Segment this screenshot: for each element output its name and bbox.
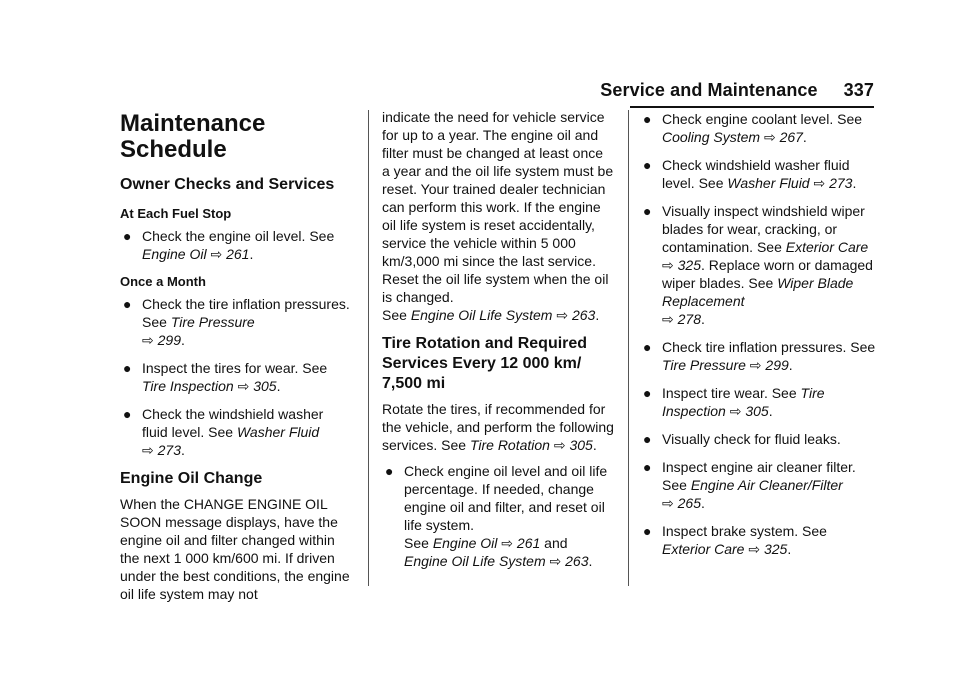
page-ref-icon: ⇨ — [662, 257, 674, 273]
list-item: ● Check the engine oil level. See Engine Oil ⇨ 261. — [123, 228, 335, 262]
list-item: ● Inspect tire wear. See Tire Inspection ⇨ 305. — [643, 385, 825, 419]
page-reference[interactable]: Engine Oil ⇨ 261 — [142, 246, 250, 262]
page-number: 337 — [843, 80, 874, 100]
page-reference[interactable]: Washer Fluid ⇨ 273 — [142, 424, 320, 458]
page-reference[interactable]: Engine Oil ⇨ 261 — [432, 535, 541, 551]
page-reference[interactable]: Engine Air Cleaner/Filter ⇨ 265 — [662, 477, 843, 511]
column-3 — [640, 108, 876, 568]
list-item: ● Visually inspect windshield wiper blades for wear, cracking, or contamination. See Exterior Care ⇨ 325. Replace worn or damaged wiper blades. See Wiper Blade Replacement ⇨ 278. — [643, 203, 873, 327]
page-ref-icon: ⇨ — [549, 553, 562, 569]
page-reference[interactable]: Tire Rotation ⇨ 305 — [469, 437, 593, 453]
bullet-icon: ● — [643, 203, 652, 219]
bullet-icon: ● — [643, 339, 652, 355]
column-2 — [382, 108, 614, 580]
page-reference[interactable]: Engine Oil Life System ⇨ 263 — [404, 553, 589, 569]
page-reference[interactable]: Tire Inspection ⇨ 305 — [142, 378, 277, 394]
bullet-icon: ● — [123, 360, 132, 376]
oil-change-paragraph: When the CHANGE ENGINE OIL SOON message displays, have the engine oil and filter changed within the next 1 000 km/600 mi. If driven under the best conditions, the engine oil life system may not — [120, 496, 350, 602]
page-ref-icon: ⇨ — [210, 246, 223, 262]
page-ref-icon: ⇨ — [749, 357, 762, 373]
page-reference[interactable]: Tire Inspection ⇨ 305 — [662, 385, 825, 419]
section-heading-oil-change: Engine Oil Change — [120, 470, 263, 487]
section-heading-tire-rotation: Tire Rotation and Required Services Every 12 000 km/ 7,500 mi — [382, 335, 588, 392]
page-ref-icon: ⇨ — [662, 495, 674, 511]
page-ref-icon: ⇨ — [556, 307, 569, 323]
column-divider — [368, 110, 369, 586]
oil-change-continued: indicate the need for vehicle service for up to a year. The engine oil and filter must be changed at least once a year and the oil life system must be reset. Your trained dealer technician can perform this work. If the engine oil life system is reset accidentally, service the vehicle within 5 000 km/3,000 mi since the last service. Reset the oil life system when the oil is changed. See Engine Oil Life System ⇨ 263. — [382, 109, 614, 323]
bullet-icon: ● — [643, 157, 652, 173]
page-reference[interactable]: Exterior Care ⇨ 325 — [662, 541, 788, 557]
list-item: ● Check tire inflation pressures. See Tire Pressure ⇨ 299. — [643, 339, 876, 373]
column-divider — [628, 110, 629, 586]
page-ref-icon: ⇨ — [729, 403, 742, 419]
page-ref-icon: ⇨ — [237, 378, 250, 394]
page-ref-icon: ⇨ — [662, 311, 674, 327]
page-reference[interactable]: Tire Pressure ⇨ 299 — [142, 314, 255, 348]
page-reference[interactable]: Exterior Care ⇨ 325 — [662, 239, 869, 273]
page-ref-icon: ⇨ — [748, 541, 761, 557]
page-reference[interactable]: Washer Fluid ⇨ 273 — [727, 175, 853, 191]
list-item: ● Check engine coolant level. See Cooling System ⇨ 267. — [643, 111, 863, 145]
bullet-icon: ● — [123, 228, 132, 244]
running-head — [600, 80, 874, 101]
list-item: ● Visually check for fluid leaks. — [643, 431, 841, 447]
page-ref-icon: ⇨ — [553, 437, 566, 453]
list-item: ● Check the tire inflation pressures. See Tire Pressure ⇨ 299. — [123, 296, 350, 348]
bullet-icon: ● — [385, 463, 394, 479]
bullet-icon: ● — [643, 385, 652, 401]
page-reference[interactable]: Engine Oil Life System ⇨ 263 — [410, 307, 596, 323]
list-item: ● Check the windshield washer fluid level. See Washer Fluid ⇨ 273. — [123, 406, 324, 458]
subheading-month: Once a Month — [120, 274, 206, 289]
bullet-icon: ● — [643, 459, 652, 475]
column-1 — [120, 108, 352, 611]
list-item: ● Inspect brake system. See Exterior Care ⇨ 325. — [643, 523, 827, 557]
bullet-icon: ● — [123, 296, 132, 312]
page-ref-icon: ⇨ — [501, 535, 514, 551]
page-ref-icon: ⇨ — [142, 332, 154, 348]
bullet-icon: ● — [643, 431, 652, 447]
page-ref-icon: ⇨ — [813, 175, 826, 191]
section-heading-owner-checks: Owner Checks and Services — [120, 176, 335, 193]
bullet-icon: ● — [123, 406, 132, 422]
subheading-fuel-stop: At Each Fuel Stop — [120, 206, 232, 221]
tire-rotation-paragraph: Rotate the tires, if recommended for the vehicle, and perform the following services. See Tire Rotation ⇨ 305. — [382, 401, 614, 453]
list-item: ● Check windshield washer fluid level. See Washer Fluid ⇨ 273. — [643, 157, 857, 191]
list-item: ● Inspect the tires for wear. See Tire Inspection ⇨ 305. — [123, 360, 328, 394]
bullet-icon: ● — [643, 111, 652, 127]
bullet-icon: ● — [643, 523, 652, 539]
list-item: ● Inspect engine air cleaner filter. See Engine Air Cleaner/Filter ⇨ 265. — [643, 459, 856, 511]
page-reference[interactable]: Cooling System ⇨ 267 — [662, 129, 803, 145]
page-reference[interactable]: Tire Pressure ⇨ 299 — [662, 357, 789, 373]
page-title: Maintenance Schedule — [120, 110, 266, 163]
section-name: Service and Maintenance — [600, 80, 818, 100]
page-ref-icon: ⇨ — [142, 442, 154, 458]
list-item: ● Check engine oil level and oil life percentage. If needed, change engine oil and filter, and reset oil life system. See Engine Oil ⇨ 261 and Engine Oil Life System ⇨ 263. — [385, 463, 608, 569]
page-reference[interactable]: Wiper Blade Replacement ⇨ 278 — [662, 275, 854, 327]
page-ref-icon: ⇨ — [763, 129, 776, 145]
